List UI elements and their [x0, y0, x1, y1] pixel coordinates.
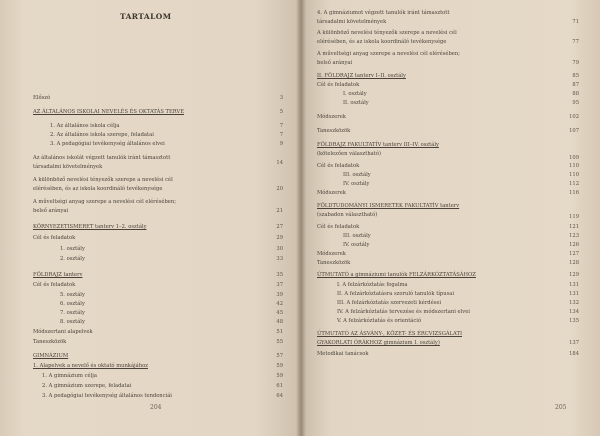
toc-entry: Taneszközök — [33, 339, 67, 345]
toc-entry: I. A felzárkóztatás fogalma — [337, 282, 408, 288]
toc-entry: III. osztály — [343, 172, 371, 178]
toc-page-number: 110 — [569, 163, 579, 169]
toc-page-number: 9 — [279, 141, 283, 147]
toc-page-number: 116 — [569, 190, 579, 196]
toc-entry: elérésében, és az iskola koordináló tevékenysége — [317, 39, 447, 45]
toc-page-number: 119 — [569, 214, 579, 220]
toc-page-number: 88 — [572, 91, 579, 97]
toc-entry: 1. A gimnázium célja — [42, 373, 97, 379]
toc-entry: A műveltségi anyag szerepe a nevelési cél elérésében; — [33, 199, 176, 205]
toc-page-number: 184 — [569, 351, 579, 357]
toc-section-heading: ÚTMUTATÓ a gimnáziumi tanulók FELZÁRKÓZTATÁSÁHOZ — [317, 272, 476, 278]
toc-page-number: 131 — [569, 291, 579, 297]
toc-page-number: 45 — [276, 310, 283, 316]
toc-entry: 1. Alapelvek a nevelő és oktató munkájához — [33, 363, 148, 369]
toc-entry: A különböző nevelési tényezők szerepe a nevelési cél — [33, 177, 173, 183]
toc-entry: társadalmi követelmények — [317, 19, 387, 25]
toc-page-number: 79 — [572, 60, 579, 66]
toc-page-number: 61 — [276, 383, 283, 389]
toc-entry: I. osztály — [343, 91, 367, 97]
book-gutter — [296, 0, 306, 436]
toc-page-number: 30 — [276, 246, 283, 252]
toc-page-number: 112 — [569, 181, 579, 187]
toc-page-number: 51 — [276, 329, 283, 335]
toc-section-heading: II. FÖLDRAJZ tanterv I–II. osztály — [317, 73, 406, 79]
toc-page-number: 134 — [569, 309, 579, 315]
toc-entry: Cél és feladatok — [33, 282, 76, 288]
toc-entry: 2. A gimnázium szerepe, feladatai — [42, 383, 132, 389]
toc-entry: Cél és feladatok — [317, 163, 360, 169]
toc-page-number: 123 — [569, 233, 579, 239]
toc-page-number: 20 — [276, 186, 283, 192]
toc-entry: A műveltségi anyag szerepe a nevelési cél elérésében; — [317, 51, 460, 57]
toc-page-number: 128 — [569, 260, 579, 266]
toc-page-number: 39 — [276, 292, 283, 298]
toc-page-number: 59 — [276, 363, 283, 369]
toc-entry: Módszerek — [317, 114, 346, 120]
toc-entry: IV. osztály — [343, 181, 370, 187]
toc-page-number: 131 — [569, 282, 579, 288]
toc-page-number: 42 — [276, 301, 283, 307]
toc-entry: Cél és feladatok — [33, 235, 76, 241]
toc-page-number: 135 — [569, 318, 579, 324]
toc-entry: III. A felzárkóztatás szervezeti kérdései — [337, 300, 442, 306]
toc-page-number: 29 — [276, 235, 283, 241]
toc-section-heading: KÖRNYEZETISMERET tanterv 1–2. osztály — [33, 224, 147, 230]
toc-entry: belső arányai — [33, 208, 69, 214]
toc-page-number: 85 — [572, 73, 579, 79]
toc-entry: (kötelezően választható) — [317, 151, 382, 157]
toc-page-number: 95 — [572, 100, 579, 106]
right-page — [301, 0, 600, 436]
toc-entry: II. osztály — [343, 100, 369, 106]
toc-entry: 7. osztály — [60, 310, 85, 316]
toc-entry: Előszó — [33, 95, 51, 101]
toc-entry: 2. Az általános iskola szerepe, feladatai — [50, 132, 154, 138]
toc-page-number: 7 — [279, 123, 283, 129]
toc-section-heading: GIMNÁZIUM — [33, 353, 69, 359]
toc-entry: elérésében, és az iskola koordináló tevékenysége — [33, 186, 163, 192]
toc-page-number: 27 — [276, 224, 283, 230]
toc-entry: (szabadon választható) — [317, 212, 378, 218]
toc-page-number: 129 — [569, 272, 579, 278]
toc-entry: belső arányai — [317, 60, 353, 66]
toc-entry: Taneszközök — [317, 128, 351, 134]
toc-page-number: 55 — [276, 339, 283, 345]
toc-entry: Módszerek — [317, 190, 346, 196]
toc-entry: Cél és feladatok — [317, 224, 360, 230]
toc-section-heading: FÖLDRAJZ FAKULTATÍV tanterv III–IV. osztály — [317, 142, 439, 148]
page-number-left: 204 — [150, 404, 162, 411]
toc-entry: Az általános iskolát végzett tanulók iránt támasztott — [33, 155, 171, 161]
toc-entry: Cél és feladatok — [317, 82, 360, 88]
toc-entry: Módszerek — [317, 251, 346, 257]
toc-entry: 1. osztály — [60, 246, 85, 252]
toc-page-number: 110 — [569, 172, 579, 178]
page-number-right: 205 — [555, 404, 567, 411]
toc-entry: A különböző nevelési tényezők szerepe a nevelési cél — [317, 30, 457, 36]
toc-entry: 1. Az általános iskola célja — [50, 123, 120, 129]
toc-entry: 3. A pedagógiai tevékenység általános tendenciái — [42, 393, 172, 399]
toc-page-number: 59 — [276, 373, 283, 379]
toc-page-number: 37 — [276, 282, 283, 288]
toc-page-number: 121 — [569, 224, 579, 230]
toc-page-number: 14 — [276, 160, 283, 166]
toc-entry: 8. osztály — [60, 319, 85, 325]
toc-entry: Módszertani alapelvek — [33, 329, 93, 335]
toc-page-number: 71 — [572, 19, 579, 25]
toc-page-number: 127 — [569, 251, 579, 257]
toc-page-number: 33 — [276, 256, 283, 262]
toc-entry: IV. osztály — [343, 242, 370, 248]
toc-page-number: 107 — [569, 128, 579, 134]
toc-entry: II. A felzárkóztatásra szoruló tanulók típusai — [337, 291, 455, 297]
toc-entry: Taneszközök — [317, 260, 351, 266]
toc-page-number: 7 — [279, 132, 283, 138]
toc-entry: 6. osztály — [60, 301, 85, 307]
toc-entry: Metodikai tanácsok — [317, 351, 369, 357]
toc-page-number: 132 — [569, 300, 579, 306]
toc-page-number: 77 — [572, 39, 579, 45]
contents-title: TARTALOM — [120, 12, 172, 21]
toc-page-number: 48 — [276, 319, 283, 325]
toc-section-heading: ÚTMUTATÓ AZ ÁSVÁNY-, KŐZET- ÉS ÉRCVIZSGÁLATI — [317, 331, 463, 337]
toc-page-number: 137 — [569, 340, 579, 346]
toc-section-heading: FÖLDRAJZ tanterv — [33, 272, 83, 278]
toc-page-number: 5 — [279, 109, 283, 115]
toc-entry: 4. A gimnáziumot végzett tanulók iránt támasztott — [317, 10, 450, 16]
toc-page-number: 64 — [276, 393, 283, 399]
toc-section-heading: FÖLDTUDOMÁNYI ISMERETEK FAKULTATÍV tanterv — [317, 203, 460, 209]
toc-entry: 5. osztály — [60, 292, 85, 298]
toc-page-number: 3 — [279, 95, 283, 101]
toc-entry: III. osztály — [343, 233, 371, 239]
toc-entry: IV. A felzárkóztatás tervezése és módszertani elvei — [337, 309, 470, 315]
toc-page-number: 35 — [276, 272, 283, 278]
toc-page-number: 87 — [572, 82, 579, 88]
toc-entry: 2. osztály — [60, 256, 85, 262]
toc-section-heading: AZ ÁLTALÁNOS ISKOLAI NEVELÉS ÉS OKTATÁS TERVE — [33, 109, 185, 115]
toc-entry: 3. A pedagógiai tevékenység általános elvei — [50, 141, 165, 147]
toc-page-number: 102 — [569, 114, 579, 120]
toc-page-number: 57 — [276, 353, 283, 359]
toc-page-number: 109 — [569, 155, 579, 161]
toc-page-number: 126 — [569, 242, 579, 248]
toc-entry: V. A felzárkóztatás és orientáció — [337, 318, 422, 324]
toc-page-number: 21 — [276, 208, 283, 214]
toc-entry: társadalmi követelmények — [33, 164, 103, 170]
toc-section-heading: GYAKORLATI ÓRÁKHOZ gimnázium I. osztály) — [317, 340, 440, 346]
